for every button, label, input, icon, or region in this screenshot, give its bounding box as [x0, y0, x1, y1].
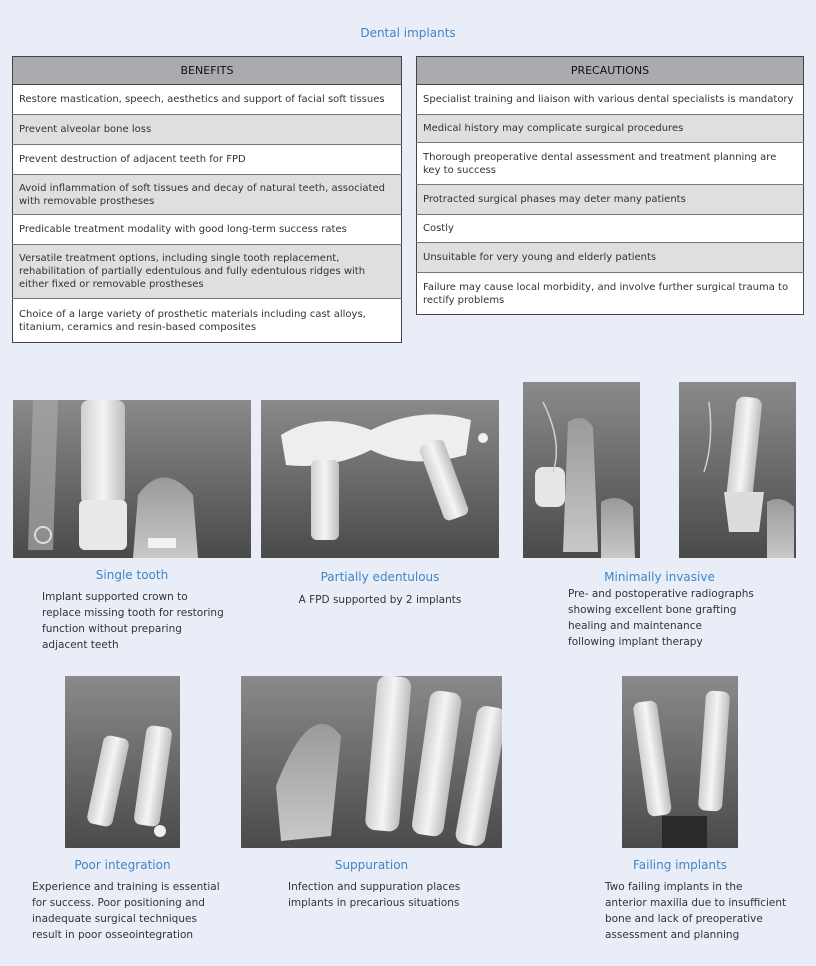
description-line: adjacent teeth — [42, 639, 119, 651]
description-line: function without preparing — [42, 623, 182, 635]
poor-integration-caption: Poor integration — [74, 858, 171, 872]
single-tooth-caption: Single tooth — [95, 568, 169, 582]
minimally-invasive-description — [568, 586, 808, 650]
benefits-table — [12, 56, 402, 343]
description-line: result in poor osseointegration — [32, 929, 194, 941]
benefit-row: Avoid inflammation of soft tissues and decay of natural teeth, associated with removable prostheses — [13, 175, 402, 215]
description-line: healing and maintenance — [568, 620, 702, 632]
minimally-invasive-preop-radiograph — [523, 382, 640, 558]
description-line: Pre- and postoperative radiographs — [568, 588, 754, 600]
poor-integration-description — [32, 879, 252, 943]
benefit-row: Prevent alveolar bone loss — [13, 115, 402, 145]
partially-edentulous-radiograph — [261, 400, 499, 558]
minimally-invasive-postop-radiograph — [679, 382, 796, 558]
single-tooth-radiograph — [13, 400, 251, 558]
benefit-row: Restore mastication, speech, aesthetics and support of facial soft tissues — [13, 85, 402, 115]
description-line: implants in precarious situations — [288, 897, 460, 909]
description-line: bone and lack of preoperative — [605, 913, 763, 925]
description-line: Experience and training is essential — [32, 881, 220, 893]
description-line: following implant therapy — [568, 636, 703, 648]
description-line: anterior maxilla due to insufficient — [605, 897, 787, 909]
partially-edentulous-caption: Partially edentulous — [320, 570, 440, 584]
benefit-row: Predicable treatment modality with good long-term success rates — [13, 215, 402, 245]
precaution-row: Specialist training and liaison with various dental specialists is mandatory — [417, 85, 804, 115]
benefit-row: Prevent destruction of adjacent teeth for FPD — [13, 145, 402, 175]
description-line: Implant supported crown to — [42, 591, 188, 603]
precaution-row: Protracted surgical phases may deter many patients — [417, 185, 804, 215]
failing-implants-radiograph — [622, 676, 738, 848]
page-title: Dental implants — [360, 26, 456, 40]
suppuration-caption: Suppuration — [334, 858, 409, 872]
precaution-row: Thorough preoperative dental assessment and treatment planning are key to success — [417, 143, 804, 185]
description-line: assessment and planning — [605, 929, 740, 941]
description-line: Two failing implants in the — [605, 881, 743, 893]
precaution-row: Medical history may complicate surgical procedures — [417, 115, 804, 143]
failing-implants-description — [605, 879, 810, 943]
single-tooth-description — [42, 589, 252, 653]
description-line: inadequate surgical techniques — [32, 913, 197, 925]
precautions-header: PRECAUTIONS — [417, 57, 804, 85]
poor-integration-radiograph — [65, 676, 180, 848]
benefit-row: Versatile treatment options, including single tooth replacement, rehabilitation of partially edentulous and fully edentulous ridges with either fixed or removable prostheses — [13, 245, 402, 299]
description-line: for success. Poor positioning and — [32, 897, 205, 909]
benefits-header: BENEFITS — [13, 57, 402, 85]
partially-edentulous-description — [261, 592, 499, 608]
suppuration-description — [288, 879, 508, 911]
precaution-row: Unsuitable for very young and elderly patients — [417, 243, 804, 273]
precautions-table — [416, 56, 804, 315]
precaution-row: Failure may cause local morbidity, and involve further surgical trauma to rectify problems — [417, 273, 804, 315]
suppuration-radiograph — [241, 676, 502, 848]
benefit-row: Choice of a large variety of prosthetic materials including cast alloys, titanium, ceramics and resin-based composites — [13, 299, 402, 343]
description-line: showing excellent bone grafting — [568, 604, 737, 616]
description-line: Infection and suppuration places — [288, 881, 461, 893]
description-line: replace missing tooth for restoring — [42, 607, 224, 619]
failing-implants-caption: Failing implants — [632, 858, 728, 872]
minimally-invasive-caption: Minimally invasive — [604, 570, 715, 584]
description-line: A FPD supported by 2 implants — [298, 594, 462, 606]
precaution-row: Costly — [417, 215, 804, 243]
